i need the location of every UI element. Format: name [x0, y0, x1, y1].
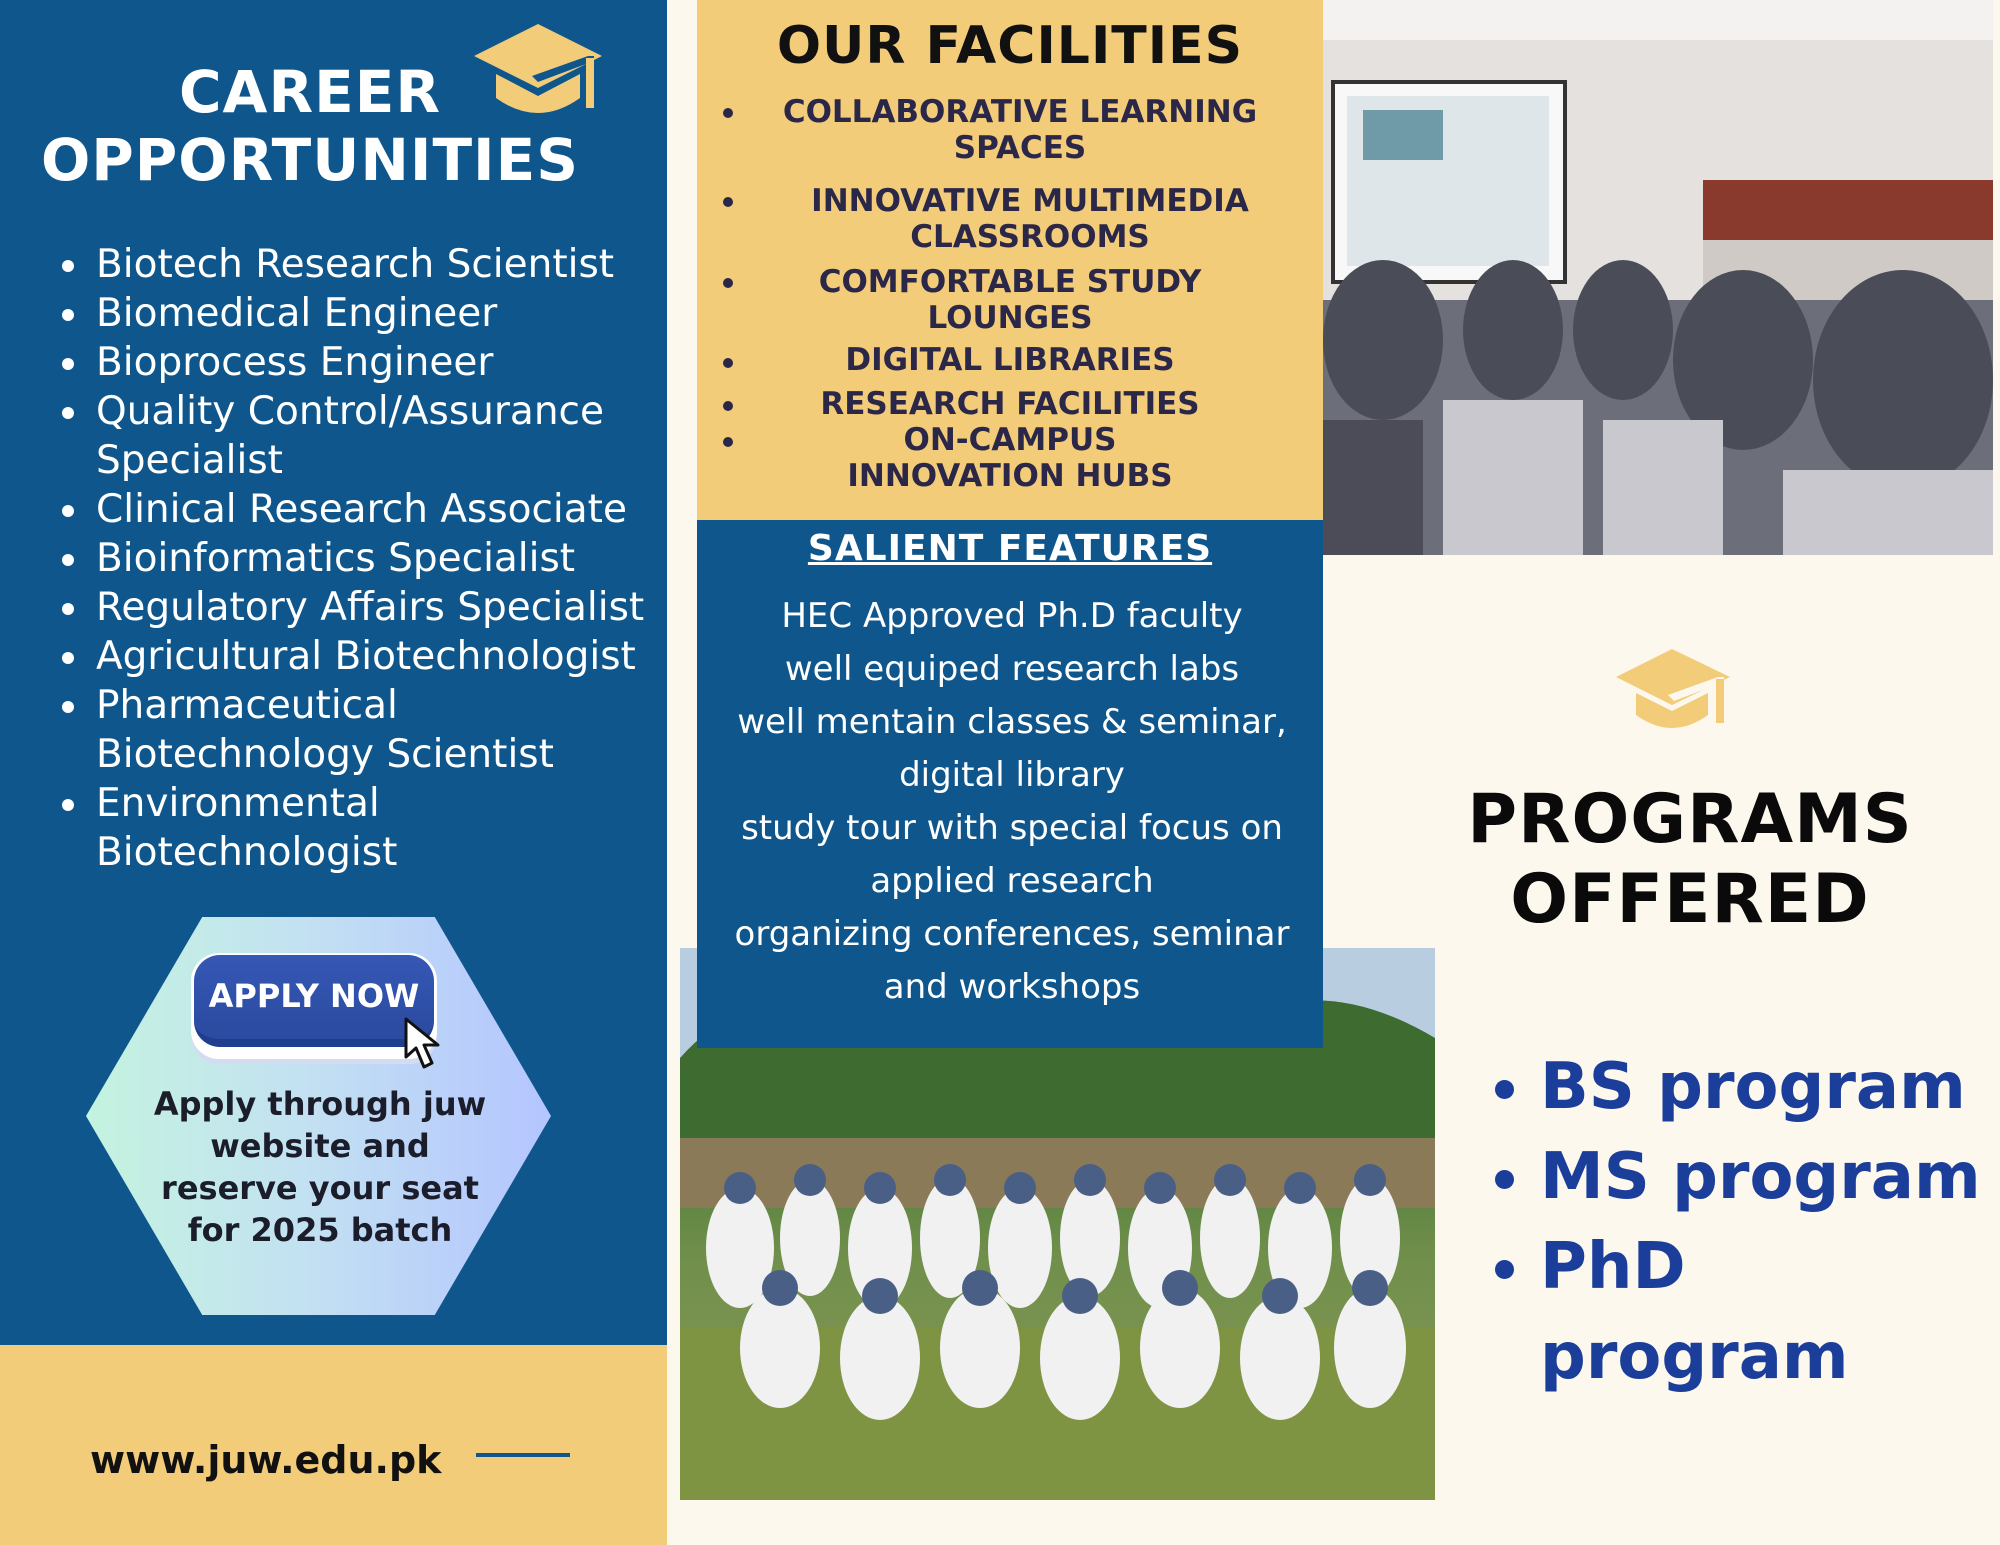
facilities-title: OUR FACILITIES — [776, 16, 1244, 76]
facility-item: ON-CAMPUS INNOVATION HUBS — [847, 422, 1173, 494]
bullet — [723, 358, 733, 368]
career-item: • Environmental Biotechnologist — [92, 779, 658, 877]
facility-item: COLLABORATIVE LEARNING SPACES — [782, 94, 1258, 166]
divider — [476, 1453, 570, 1457]
feature-line: digital library — [899, 755, 1125, 795]
career-item: • Biomedical Engineer — [92, 289, 658, 338]
career-item: • Pharmaceutical Biotechnology Scientist — [92, 681, 658, 779]
classroom-photo-illustration — [1323, 0, 1993, 555]
career-item: • Clinical Research Associate — [92, 485, 658, 534]
apply-now-button[interactable]: APPLY NOW — [194, 955, 434, 1047]
facility-item: COMFORTABLE STUDY LOUNGES — [818, 264, 1202, 336]
bullet — [723, 197, 733, 207]
program-item: • MS program — [1540, 1132, 1998, 1222]
career-item: • Agricultural Biotechnologist — [92, 632, 658, 681]
salient-features-title: SALIENT FEATURES — [807, 528, 1213, 569]
facility-item: DIGITAL LIBRARIES — [845, 342, 1175, 378]
career-item: • Regulatory Affairs Specialist — [92, 583, 658, 632]
bullet — [723, 108, 733, 118]
salient-features-list — [712, 590, 1312, 1014]
bullet — [723, 278, 733, 288]
career-item: • Bioinformatics Specialist — [92, 534, 658, 583]
bullet — [723, 437, 733, 447]
facility-item: RESEARCH FACILITIES — [820, 386, 1200, 422]
program-item: • PhD program — [1540, 1222, 1998, 1402]
apply-instructions: Apply through juw website and reserve your seat for 2025 batch — [153, 1085, 487, 1249]
career-item: • Biotech Research Scientist — [92, 240, 658, 289]
bullet — [723, 401, 733, 411]
facility-item: INNOVATIVE MULTIMEDIA CLASSROOMS — [811, 183, 1249, 255]
feature-line: organizing conferences, seminar — [734, 914, 1290, 954]
career-item: • Quality Control/Assurance Specialist — [92, 387, 658, 485]
feature-line: applied research — [870, 861, 1154, 901]
website-link[interactable]: www.juw.edu.pk — [90, 1438, 442, 1482]
career-list — [48, 240, 658, 877]
programs-list — [1478, 1042, 1998, 1402]
feature-line: study tour with special focus on — [741, 808, 1283, 848]
feature-line: well mentain classes & seminar, — [737, 702, 1287, 742]
feature-line: and workshops — [883, 967, 1141, 1007]
program-item: • BS program — [1540, 1042, 1998, 1132]
graduation-cap-icon — [470, 20, 606, 130]
graduation-cap-icon — [1614, 645, 1734, 743]
programs-title: PROGRAMS OFFERED — [1467, 780, 1913, 939]
classroom-photo — [1323, 0, 1993, 555]
feature-line: well equiped research labs — [784, 649, 1240, 689]
pointer-cursor-icon — [400, 1015, 452, 1071]
feature-line: HEC Approved Ph.D faculty — [781, 596, 1243, 636]
career-title: CAREER OPPORTUNITIES — [40, 58, 579, 194]
career-item: • Bioprocess Engineer — [92, 338, 658, 387]
